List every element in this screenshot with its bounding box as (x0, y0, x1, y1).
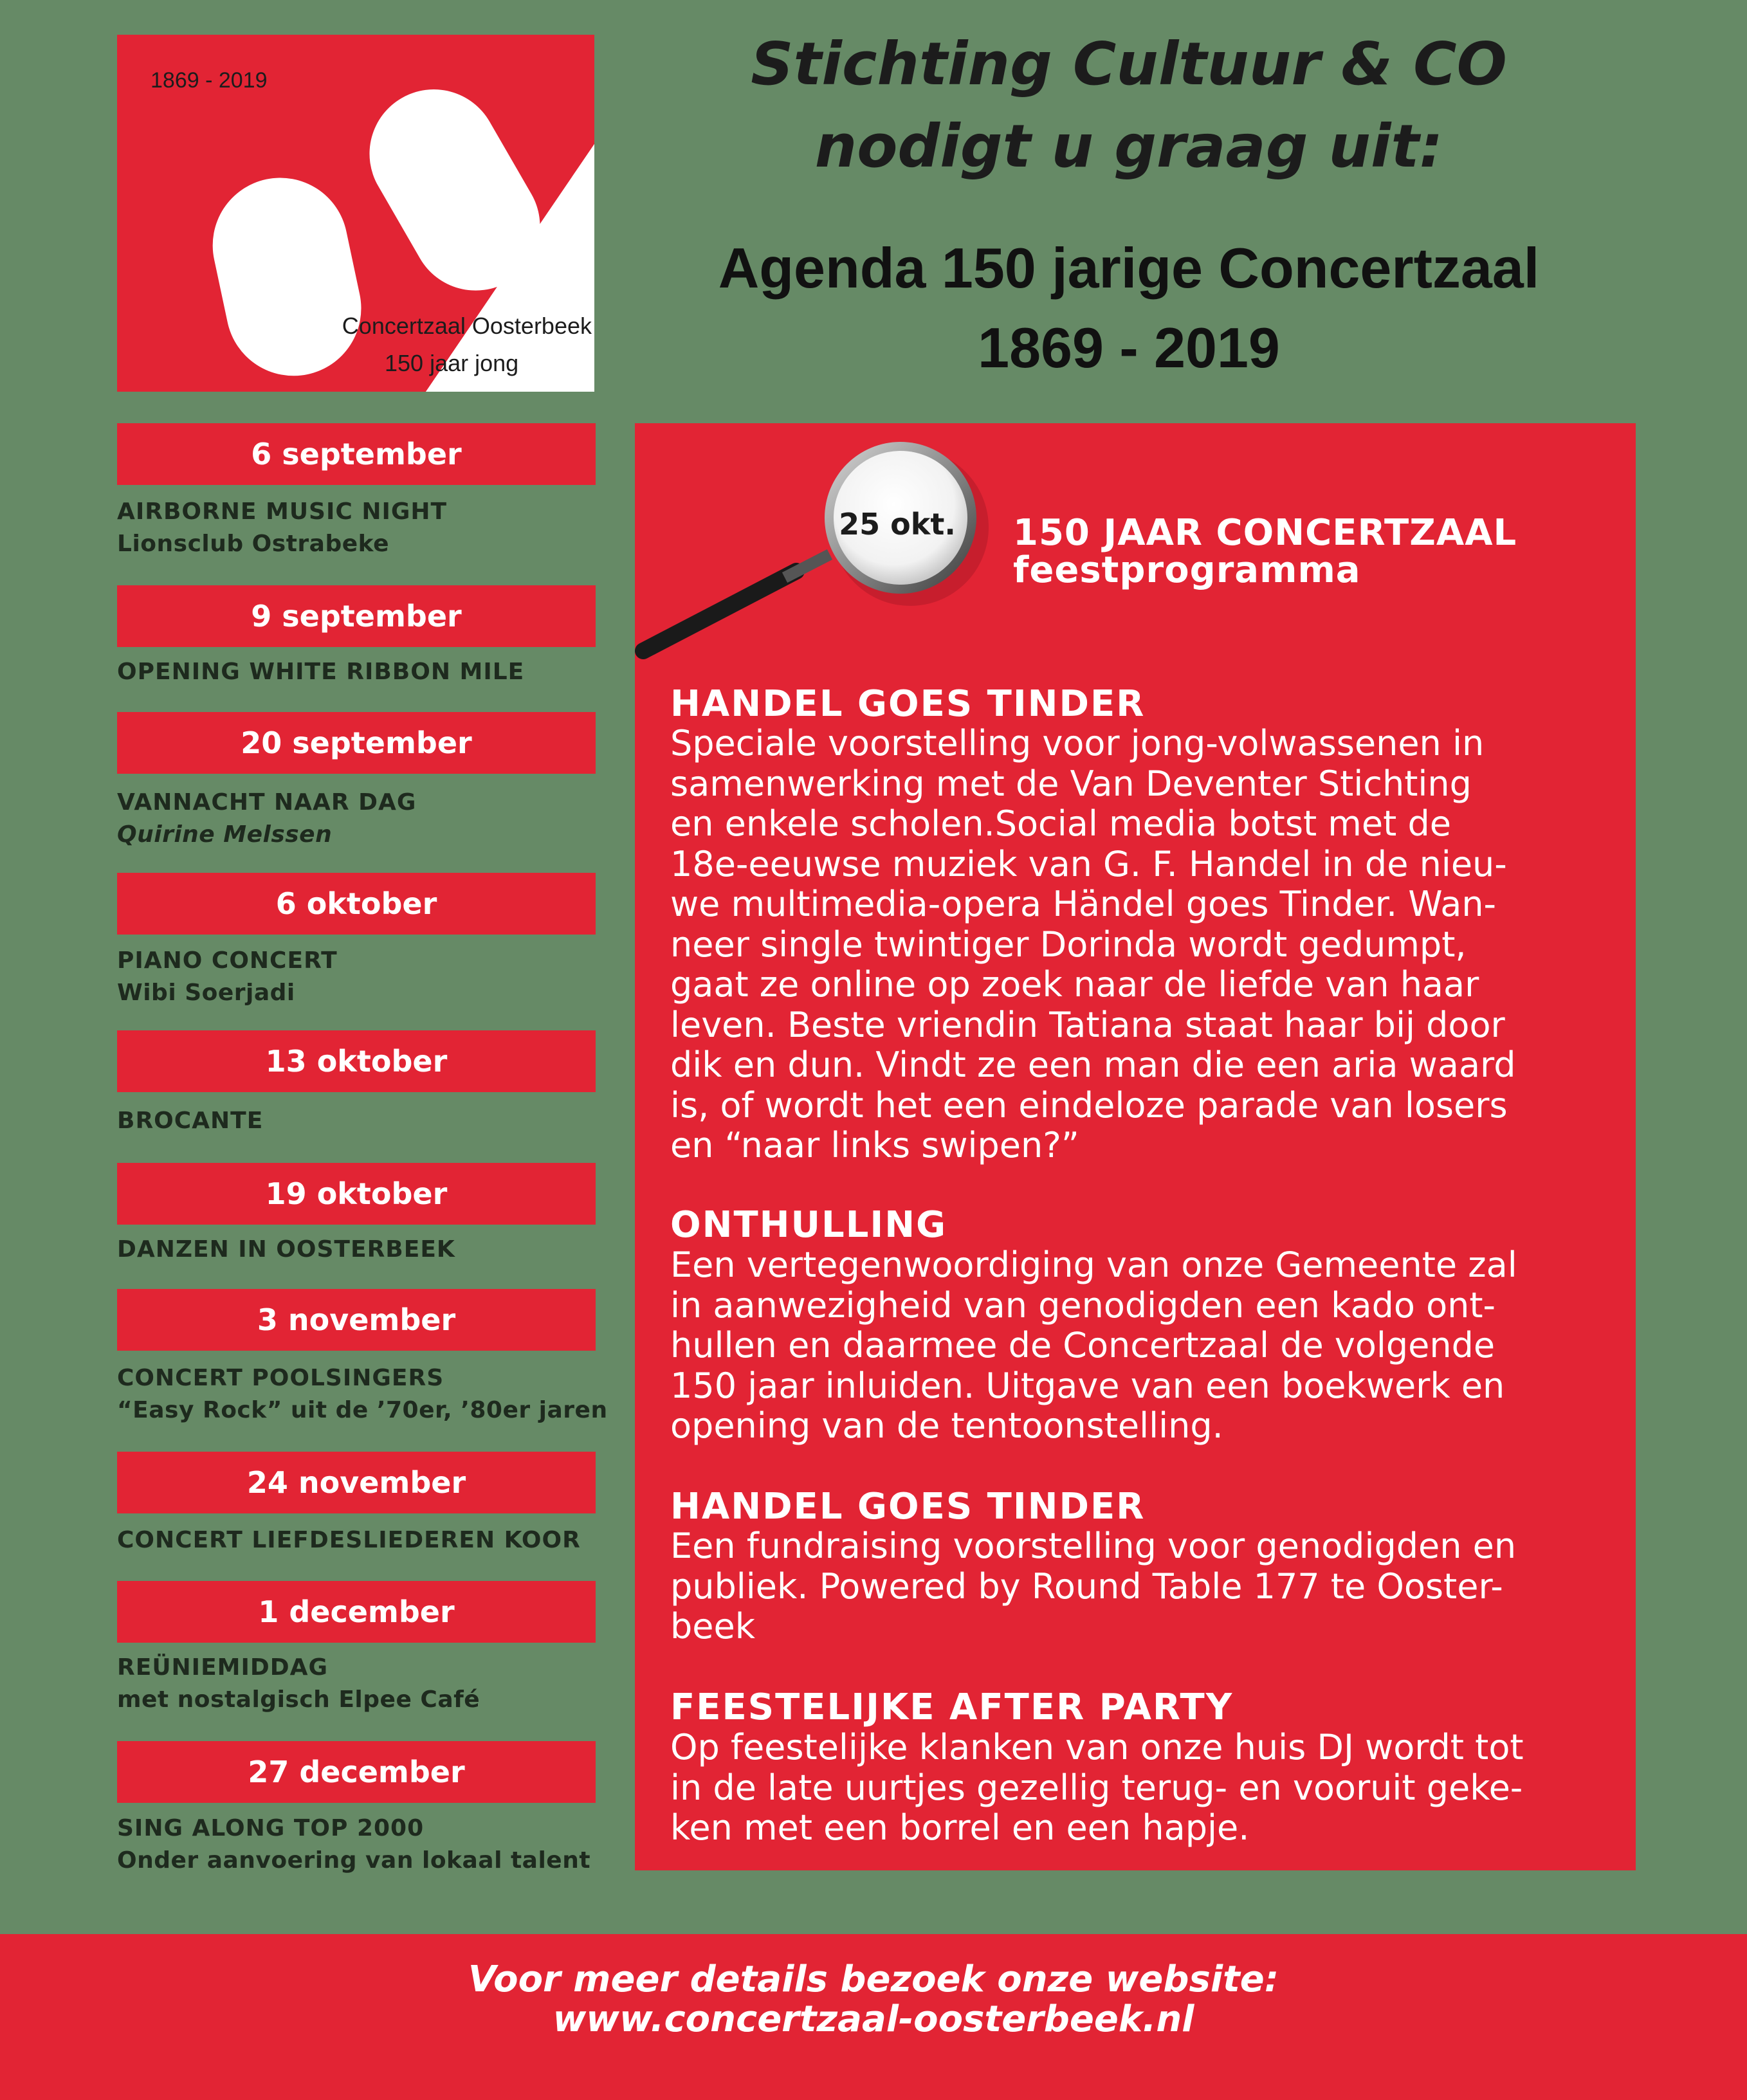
event-title: AIRBORNE MUSIC NIGHT (117, 498, 448, 525)
agenda-line-1: Agenda 150 jarige Concertzaal (718, 236, 1540, 300)
event-title: VANNACHT NAAR DAG (117, 789, 417, 816)
program-line: neer single twintiger Dorinda wordt gedumpt, (670, 924, 1467, 965)
logo-tagline: 150 jaar jong (385, 350, 519, 376)
program-line: we multimedia-opera Händel goes Tinder. Wan- (670, 884, 1497, 924)
website-link[interactable]: www.concertzaal-oosterbeek.nl (553, 1998, 1194, 2040)
program-heading: ONTHULLING (670, 1204, 947, 1246)
program-line: 18e-eeuwse muziek van G. F. Handel in de nieu- (670, 843, 1507, 884)
program-line: ken met een borrel en een hapje. (670, 1807, 1250, 1848)
invite-line-1: Stichting Cultuur & CO (751, 30, 1507, 98)
event-title: CONCERT POOLSINGERS (117, 1365, 444, 1391)
program-line: en enkele scholen.Social media botst met de (670, 803, 1451, 844)
footer-banner (0, 1934, 1747, 2100)
program-description (670, 1245, 1517, 1447)
concertzaal-logo (117, 35, 594, 392)
agenda-line-2: 1869 - 2019 (978, 316, 1280, 379)
program-line: Op feestelijke klanken van onze huis DJ wordt tot (670, 1727, 1524, 1767)
logo-venue-name: Concertzaal Oosterbeek (342, 313, 592, 339)
program-heading: FEESTELIJKE AFTER PARTY (670, 1686, 1234, 1728)
feature-title (1013, 512, 1517, 591)
event-date: 1 december (117, 1581, 596, 1643)
invite-heading (617, 23, 1640, 188)
logo-years: 1869 - 2019 (151, 68, 268, 93)
event-subtitle: Quirine Melssen (117, 821, 333, 848)
event-title: BROCANTE (117, 1108, 264, 1134)
event-date: 9 september (117, 585, 596, 647)
event-title: DANZEN IN OOSTERBEEK (117, 1236, 455, 1263)
program-line: en “naar links swipen?” (670, 1125, 1079, 1165)
event-date: 27 december (117, 1741, 596, 1803)
program-line: leven. Beste vriendin Tatiana staat haar bij door (670, 1004, 1505, 1045)
feature-title-line-2: feestprogramma (1013, 549, 1361, 591)
program-line: Speciale voorstelling voor jong-volwassenen in (670, 723, 1485, 763)
program-line: publiek. Powered by Round Table 177 te Ooster- (670, 1566, 1503, 1607)
program-line: opening van de tentoonstelling. (670, 1405, 1223, 1446)
event-date: 19 oktober (117, 1163, 596, 1225)
event-subtitle: Wibi Soerjadi (117, 980, 295, 1006)
event-subtitle: met nostalgisch Elpee Café (117, 1686, 480, 1713)
event-subtitle: Onder aanvoering van lokaal talent (117, 1847, 591, 1874)
event-title: PIANO CONCERT (117, 947, 338, 974)
program-heading: HANDEL GOES TINDER (670, 1486, 1146, 1528)
event-date: 20 september (117, 712, 596, 774)
event-date: 6 september (117, 423, 596, 485)
program-line: Een fundraising voorstelling voor genodigden en (670, 1526, 1517, 1566)
event-title: CONCERT LIEFDESLIEDEREN KOOR (117, 1527, 581, 1553)
program-heading: HANDEL GOES TINDER (670, 683, 1146, 725)
program-line: beek (670, 1606, 755, 1647)
program-line: gaat ze online op zoek naar de liefde van haar (670, 964, 1479, 1005)
feature-title-line-1: 150 JAAR CONCERTZAAL (1013, 512, 1517, 554)
program-description (670, 724, 1516, 1166)
program-line: Een vertegenwoordiging van onze Gemeente zal (670, 1245, 1517, 1285)
program-line: dik en dun. Vindt ze een man die een aria waard (670, 1045, 1516, 1085)
event-date: 6 oktober (117, 873, 596, 935)
program-line: in de late uurtjes gezellig terug- en vooruit geke- (670, 1767, 1523, 1808)
event-date: 24 november (117, 1452, 596, 1513)
event-title: REÜNIEMIDDAG (117, 1654, 329, 1681)
event-date: 3 november (117, 1289, 596, 1351)
magnifying-glass-icon (624, 437, 1010, 682)
program-line: is, of wordt het een eindeloze parade van losers (670, 1084, 1508, 1126)
event-title: SING ALONG TOP 2000 (117, 1815, 425, 1841)
program-line: 150 jaar inluiden. Uitgave van een boekwerk en (670, 1365, 1505, 1406)
agenda-title (617, 228, 1640, 388)
program-line: in aanwezigheid van genodigden een kado ont- (670, 1284, 1496, 1326)
program-description (670, 1728, 1524, 1849)
program-line: hullen en daarmee de Concertzaal de volgende (670, 1325, 1495, 1365)
program-description (670, 1526, 1516, 1647)
program-line: samenwerking met de Van Deventer Stichting (670, 763, 1472, 804)
event-title: OPENING WHITE RIBBON MILE (117, 659, 525, 685)
event-subtitle: Lionsclub Ostrabeke (117, 531, 390, 557)
event-subtitle: “Easy Rock” uit de ’70er, ’80er jaren (117, 1397, 608, 1423)
feature-date-badge: 25 okt. (839, 507, 956, 542)
event-date: 13 oktober (117, 1030, 596, 1092)
invite-line-2: nodigt u graag uit: (814, 112, 1443, 181)
footer-cta-text: Voor meer details bezoek onze website: (468, 1958, 1279, 2000)
